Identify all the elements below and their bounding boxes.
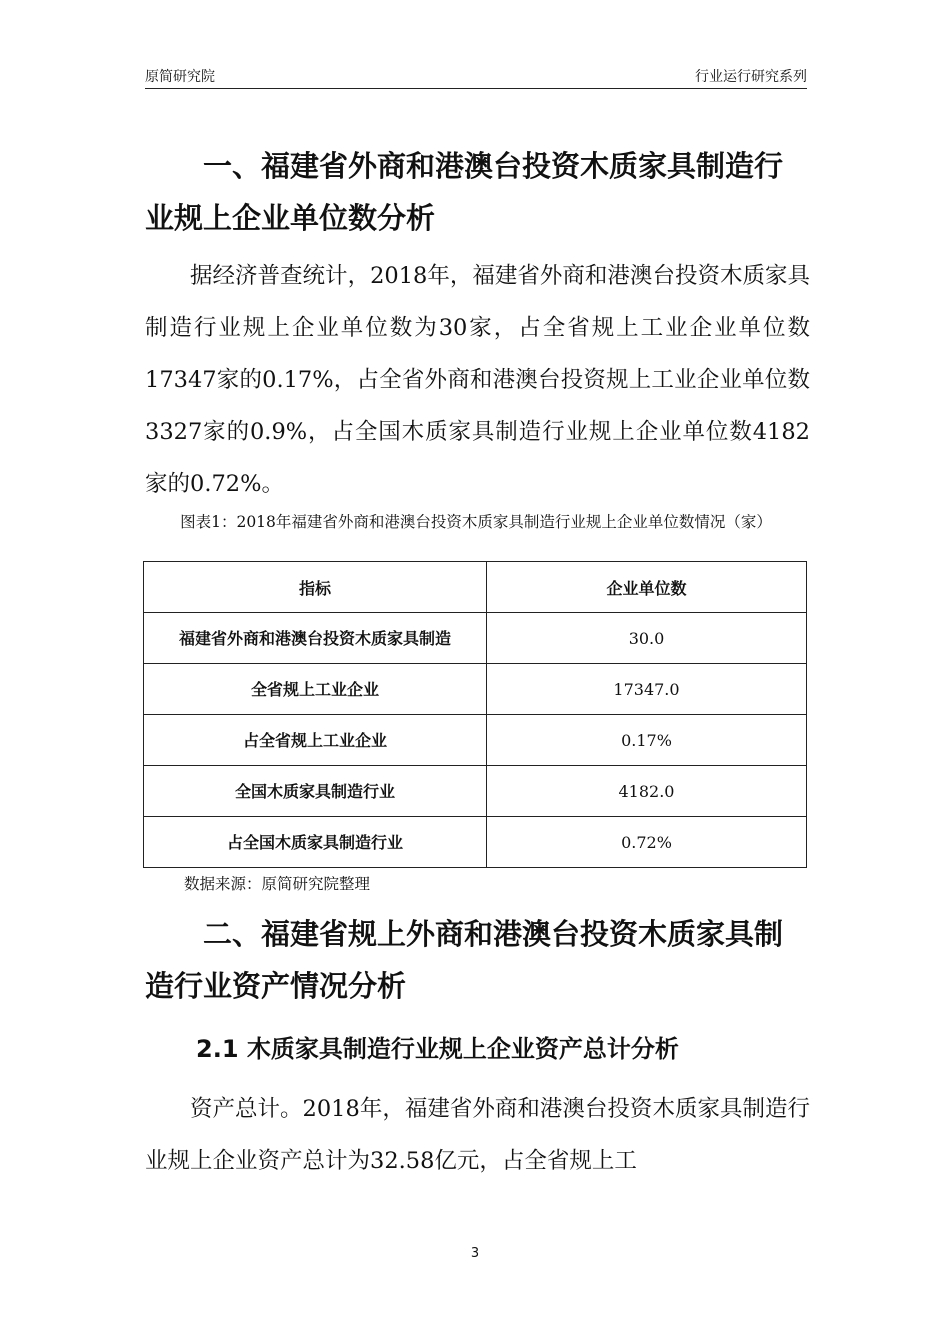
table-caption: 图表1：2018年福建省外商和港澳台投资木质家具制造行业规上企业单位数情况（家） [180,513,772,531]
row-value: 0.72% [487,817,807,868]
row-label: 全国木质家具制造行业 [144,766,487,817]
table-row [144,613,807,664]
row-label: 占全省规上工业企业 [144,715,487,766]
section1-title: 一、福建省外商和港澳台投资木质家具制造行业规上企业单位数分析 [145,149,784,235]
page-number: 3 [470,1246,480,1261]
table-header-row [144,562,807,613]
table-source: 数据来源：原简研究院整理 [184,875,371,893]
header-series: 行业运行研究系列 [695,69,807,85]
row-value: 17347.0 [487,664,807,715]
table-row [144,766,807,817]
section2-body: 资产总计。2018年，福建省外商和港澳台投资木质家具制造行业规上企业资产总计为32.58亿元，占全省规上工 [145,1096,810,1174]
table-row [144,817,807,868]
table-row [144,664,807,715]
row-label: 占全国木质家具制造行业 [144,817,487,868]
header-indicator: 指标 [144,562,487,613]
row-value: 0.17% [487,715,807,766]
table-row [144,715,807,766]
section2-title: 二、福建省规上外商和港澳台投资木质家具制造行业资产情况分析 [145,917,784,1003]
data-table [143,561,807,868]
row-label: 全省规上工业企业 [144,664,487,715]
header-units: 企业单位数 [487,562,807,613]
page-header [145,66,807,89]
header-org: 原简研究院 [145,69,215,85]
section1-body: 据经济普查统计，2018年，福建省外商和港澳台投资木质家具制造行业规上企业单位数为30家，占全省规上工业企业单位数17347家的0.17%，占全省外商和港澳台投资规上工业企业单位数3327家的0.9%，占全国木质家具制造行业规上企业单位数4182家的0.72%。 [145,263,810,497]
row-value: 4182.0 [487,766,807,817]
row-value: 30.0 [487,613,807,664]
row-label: 福建省外商和港澳台投资木质家具制造 [144,613,487,664]
section2-subtitle: 2.1 木质家具制造行业规上企业资产总计分析 [196,1035,679,1063]
